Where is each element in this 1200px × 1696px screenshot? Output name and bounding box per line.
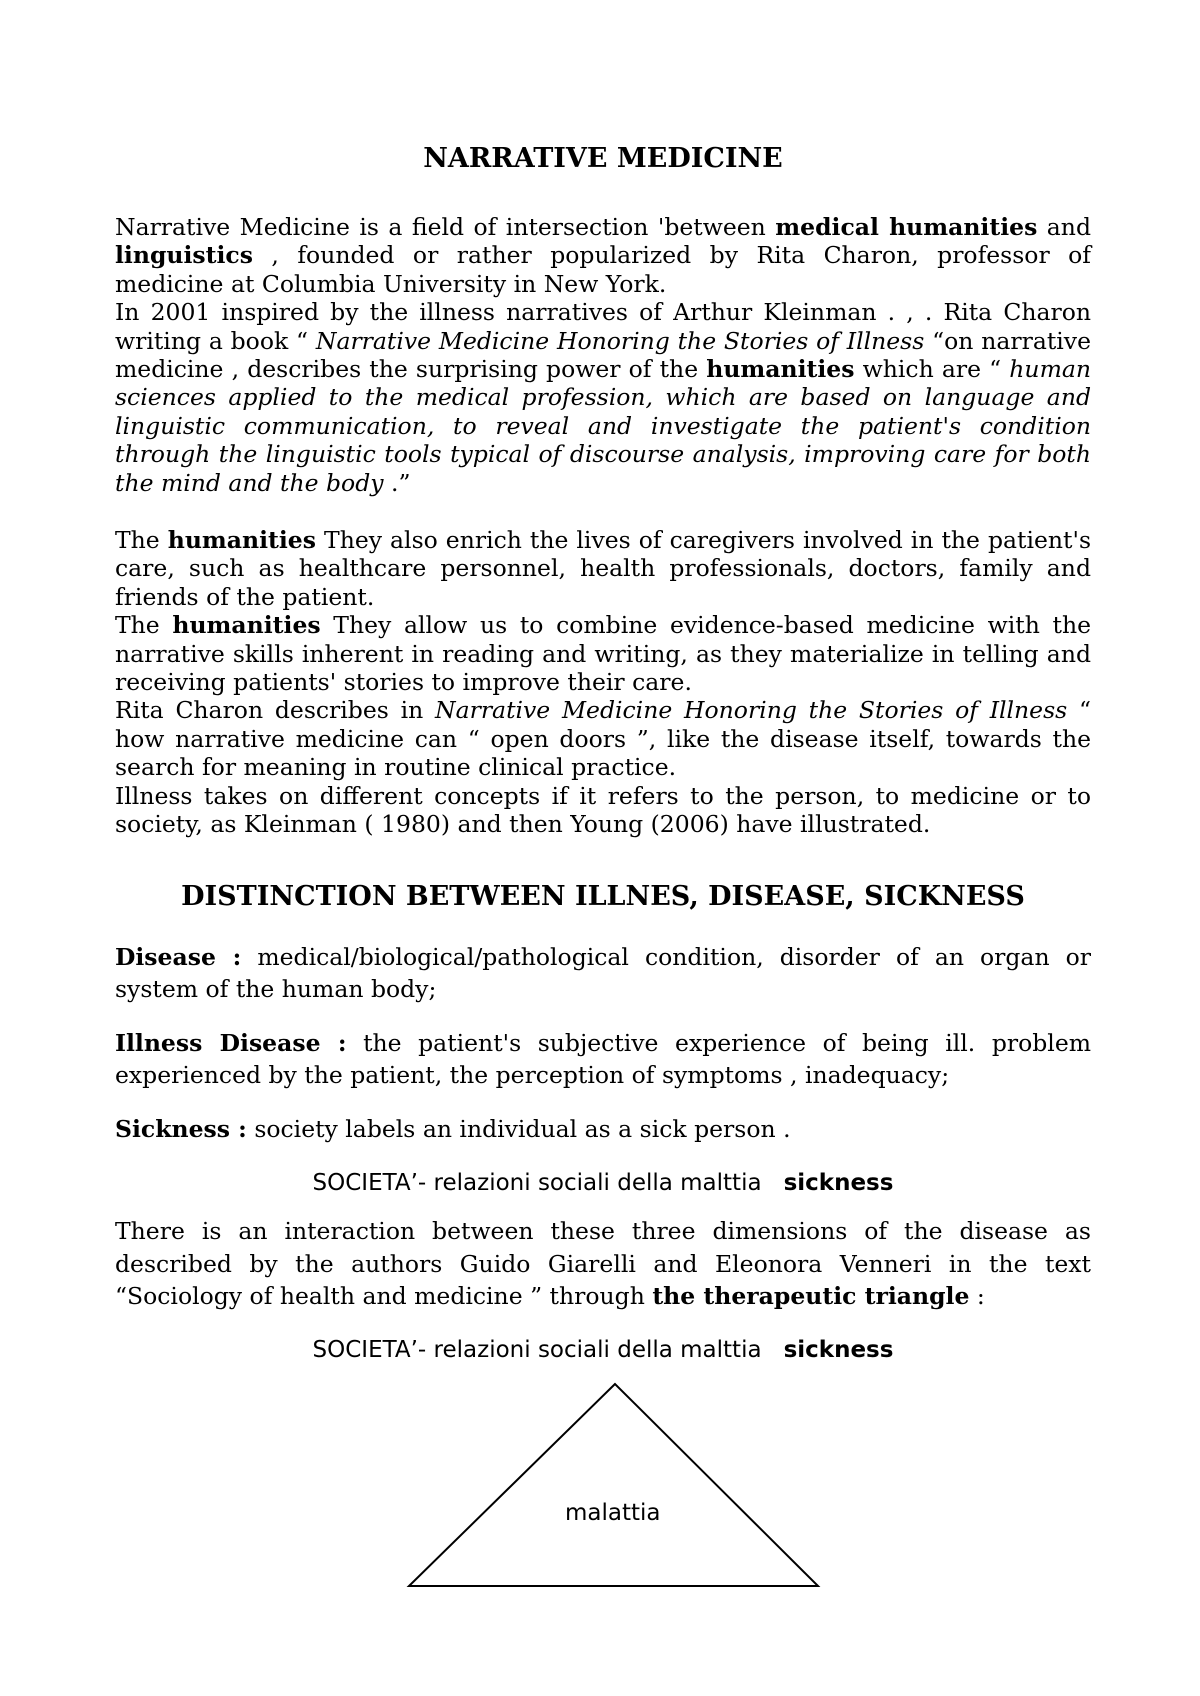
disease-definition [115, 941, 1091, 1005]
therapeutic-triangle [405, 1380, 825, 1600]
caption-bold: sickness [783, 1170, 894, 1196]
interaction-text-2: : [969, 1282, 985, 1310]
caption-text: SOCIETA’- relazioni sociali della malttia [312, 1170, 762, 1196]
humanities-paragraph [115, 526, 1091, 838]
page-title: NARRATIVE MEDICINE [423, 143, 783, 174]
intro-text-7: .” [383, 468, 411, 497]
sickness-text: society labels an individual as a sick person . [246, 1115, 791, 1143]
intro-text-3: , founded or rather popularized by Rita Charon, professor of medicine at Columbia University in New York. [115, 241, 1091, 298]
caption2-bold: sickness [783, 1337, 894, 1363]
triangle-shape [409, 1384, 818, 1586]
sickness-term: Sickness : [115, 1115, 247, 1143]
humanities-book-title: Narrative Medicine Honoring the Stories of Illness [435, 696, 1068, 725]
societa-caption-1 [115, 1170, 1091, 1196]
triangle-label: malattia [565, 1500, 661, 1526]
disease-term: Disease : [115, 943, 242, 971]
humanities-text-7: Illness takes on different concepts if it refers to the person, to medicine or to society, as Kleinman ( 1980) and then Young (2006) have illustrated. [115, 781, 1091, 839]
humanities-text-1: The [115, 526, 168, 554]
humanities-text-5: Rita Charon describes in [115, 696, 436, 725]
intro-book-title: Narrative Medicine Honoring the Stories of Illness [315, 326, 925, 355]
humanities-text-4: They allow us to combine evidence-based medicine with the narrative skills inherent in reading and writing, as they materialize in telling and receiving patients' stories to improve their care. [115, 611, 1091, 697]
disease-text: medical/biological/pathological condition, disorder of an organ or system of the human body; [115, 943, 1091, 1003]
intro-bold-medical-humanities: medical humanities [775, 213, 1038, 241]
humanities-bold-2: humanities [172, 611, 321, 640]
humanities-text-6: “ how narrative medicine can “ open doors ”, like the disease itself, towards the search for meaning in routine clinical practice. [115, 696, 1091, 782]
intro-bold-humanities: humanities [706, 355, 855, 384]
interaction-text-1: There is an interaction between these three dimensions of the disease as described by the authors Guido Giarelli and Eleonora Venneri in the text “Sociology of health and medicine ” through [115, 1217, 1091, 1310]
societa-caption-2 [115, 1337, 1091, 1363]
interaction-paragraph [115, 1215, 1091, 1313]
intro-quote: human sciences applied to the medical profession, which are based on language and linguistic communication, to reveal and investigate the patient's condition through the linguistic tools typical of discourse analysis, improving care for both the mind and the body [115, 355, 1091, 497]
intro-text-4: In 2001 inspired by the illness narratives of Arthur Kleinman . , . Rita Charon writing a book “ [115, 298, 1091, 355]
section-title: DISTINCTION BETWEEN ILLNES, DISEASE, SICKNESS [181, 881, 1025, 912]
intro-text-1: Narrative Medicine is a field of intersection 'between [115, 213, 776, 241]
illness-term: Illness Disease : [115, 1029, 347, 1057]
intro-paragraph [115, 213, 1091, 497]
humanities-text-3: The [115, 611, 173, 640]
illness-text: the patient's subjective experience of being ill. problem experienced by the patient, the perception of symptoms , inadequacy; [115, 1029, 1092, 1089]
humanities-text-2: They also enrich the lives of caregivers involved in the patient's care, such as healthcare personnel, health professionals, doctors, family and friends of the patient. [115, 526, 1092, 611]
intro-text-6: which are “ [854, 355, 1010, 384]
humanities-bold-1: humanities [167, 526, 316, 554]
intro-text-2: and [1037, 213, 1091, 241]
intro-bold-linguistics: linguistics [115, 241, 253, 270]
interaction-bold: the therapeutic triangle [652, 1282, 970, 1310]
intro-text-5: “on narrative medicine , describes the surprising power of the [115, 326, 1091, 384]
sickness-definition [115, 1113, 1091, 1145]
illness-definition [115, 1027, 1091, 1091]
caption2-text: SOCIETA’- relazioni sociali della malttia [312, 1337, 762, 1363]
